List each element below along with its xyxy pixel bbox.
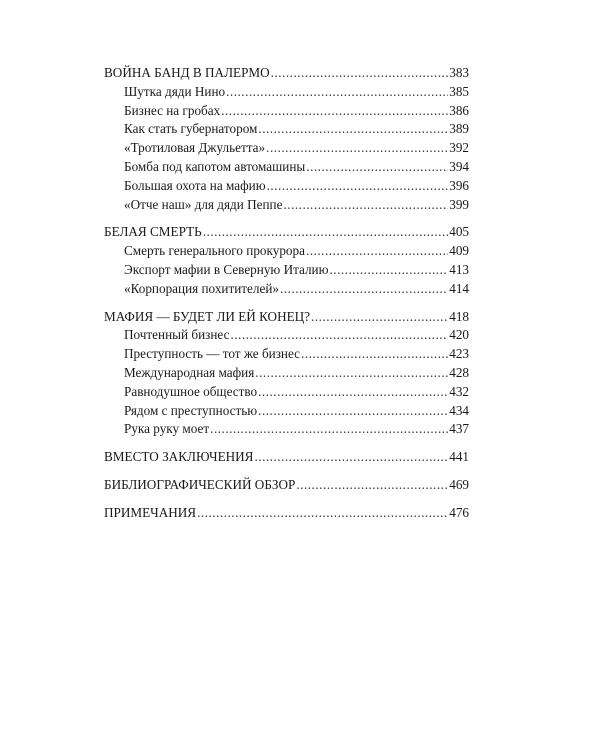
toc-subentry — [104, 420, 469, 439]
toc-entry-title: Бизнес на гробах — [124, 102, 221, 118]
dot-leader — [230, 326, 448, 345]
toc-page-number: 389 — [449, 121, 469, 137]
toc-page-number: 399 — [449, 196, 469, 212]
toc-subentry — [104, 177, 469, 196]
toc-chapter-entry — [104, 504, 469, 523]
toc-section — [104, 504, 469, 523]
dot-leader — [301, 345, 448, 364]
toc-page-number: 469 — [449, 476, 469, 492]
dot-leader — [280, 280, 448, 299]
toc-subentry — [104, 345, 469, 364]
dot-leader — [226, 83, 448, 102]
toc-entry-title: МАФИЯ — БУДЕТ ЛИ ЕЙ КОНЕЦ? — [104, 308, 311, 324]
dot-leader — [221, 102, 448, 121]
toc-page-number: 418 — [449, 308, 469, 324]
toc-section — [104, 308, 469, 440]
toc-entry-title: ВМЕСТО ЗАКЛЮЧЕНИЯ — [104, 449, 254, 465]
toc-subentry — [104, 242, 469, 261]
toc-subentry — [104, 120, 469, 139]
toc-page-number: 423 — [449, 346, 469, 362]
toc-subentry — [104, 280, 469, 299]
toc-chapter-entry — [104, 64, 469, 83]
toc-page-number: 413 — [449, 261, 469, 277]
toc-entry-title: Шутка дяди Нино — [124, 83, 226, 99]
toc-subentry — [104, 364, 469, 383]
toc-subentry — [104, 158, 469, 177]
toc-chapter-entry — [104, 223, 469, 242]
toc-page-number: 383 — [449, 65, 469, 80]
dot-leader — [296, 476, 448, 495]
dot-leader — [203, 223, 449, 242]
dot-leader — [258, 120, 448, 139]
toc-entry-title: Смерть генерального прокурора — [124, 243, 305, 259]
toc-page-number: 405 — [449, 224, 469, 240]
dot-leader — [306, 158, 448, 177]
toc-subentry — [104, 139, 469, 158]
toc-entry-title: ПРИМЕЧАНИЯ — [104, 504, 197, 520]
toc-section — [104, 64, 469, 214]
toc-page-number: 394 — [449, 158, 469, 174]
dot-leader — [329, 261, 448, 280]
dot-leader — [306, 242, 448, 261]
toc-page-number: 396 — [449, 177, 469, 193]
dot-leader — [266, 139, 448, 158]
toc-section — [104, 448, 469, 467]
dot-leader — [210, 420, 448, 439]
toc-page-number: 441 — [449, 449, 469, 465]
toc-page-number: 414 — [449, 280, 469, 296]
toc-subentry — [104, 402, 469, 421]
toc-page-number: 476 — [449, 504, 469, 520]
toc-subentry — [104, 261, 469, 280]
toc-entry-title: БИБЛИОГРАФИЧЕСКИЙ ОБЗОР — [104, 476, 296, 492]
dot-leader — [197, 504, 448, 523]
dot-leader — [258, 383, 448, 402]
toc-entry-title: Как стать губернатором — [124, 121, 258, 137]
toc-entry-title: Рука руку моет — [124, 421, 210, 437]
table-of-contents — [104, 64, 469, 532]
dot-leader — [283, 196, 448, 215]
toc-page-number: 385 — [449, 83, 469, 99]
toc-page-number: 428 — [449, 364, 469, 380]
toc-entry-title: Рядом с преступностью — [124, 402, 258, 418]
toc-page-number: 392 — [449, 140, 469, 156]
toc-chapter-entry — [104, 476, 469, 495]
toc-subentry — [104, 326, 469, 345]
toc-entry-title: Равнодушное общество — [124, 383, 258, 399]
toc-subentry — [104, 383, 469, 402]
toc-chapter-entry — [104, 308, 469, 327]
toc-page-number: 409 — [449, 243, 469, 259]
toc-page-number: 434 — [449, 402, 469, 418]
toc-entry-title: Экспорт мафии в Северную Италию — [124, 261, 329, 277]
toc-entry-title: «Отче наш» для дяди Пеппе — [124, 196, 283, 212]
toc-section — [104, 223, 469, 298]
toc-entry-title: Международная мафия — [124, 364, 255, 380]
toc-subentry — [104, 102, 469, 121]
toc-entry-title: «Тротиловая Джульетта» — [124, 140, 266, 156]
toc-subentry — [104, 196, 469, 215]
toc-page-number: 420 — [449, 327, 469, 343]
dot-leader — [255, 364, 448, 383]
dot-leader — [254, 448, 448, 467]
toc-entry-title: Бомба под капотом автомашины — [124, 158, 306, 174]
dot-leader — [258, 402, 448, 421]
toc-entry-title: БЕЛАЯ СМЕРТЬ — [104, 224, 202, 240]
dot-leader — [271, 64, 449, 83]
toc-chapter-entry — [104, 448, 469, 467]
toc-page-number: 437 — [449, 421, 469, 437]
dot-leader — [311, 308, 448, 327]
toc-entry-title: ВОЙНА БАНД В ПАЛЕРМО — [104, 65, 270, 80]
toc-entry-title: Почтенный бизнес — [124, 327, 230, 343]
toc-section — [104, 476, 469, 495]
toc-page-number: 432 — [449, 383, 469, 399]
dot-leader — [267, 177, 449, 196]
toc-entry-title: «Корпорация похитителей» — [124, 280, 279, 296]
toc-page-number: 386 — [449, 102, 469, 118]
toc-subentry — [104, 83, 469, 102]
toc-entry-title: Преступность — тот же бизнес — [124, 346, 301, 362]
toc-entry-title: Большая охота на мафию — [124, 177, 266, 193]
